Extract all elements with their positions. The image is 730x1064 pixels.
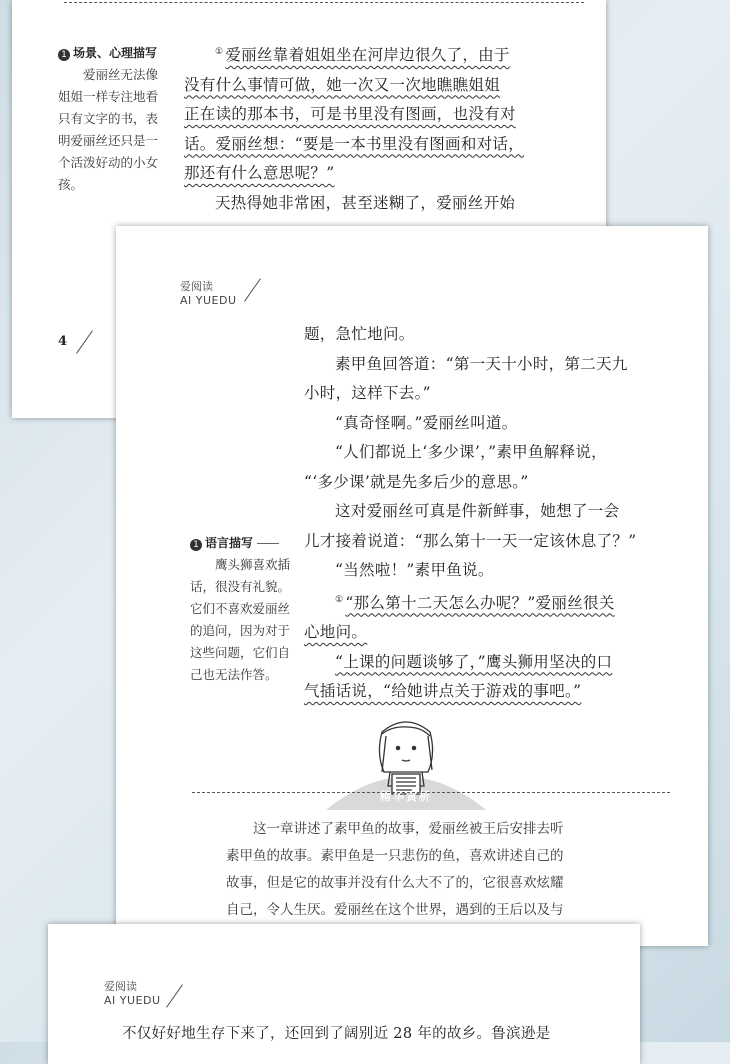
body-line: 素甲鱼回答道：“第一天十小时，第二天九: [335, 354, 628, 373]
summary-line: 故事，但是它的故事并没有什么大不了的，它很喜欢炫耀: [226, 875, 564, 891]
body-line: 没有什么事情可做，她一次又一次地瞧瞧姐姐: [184, 75, 501, 94]
body-line: 题，急忙地问。: [304, 325, 415, 343]
note-title: 场景、心理描写: [73, 46, 158, 60]
body-line: “那么第十二天怎么办呢？”爱丽丝很关: [345, 593, 615, 612]
page-body-text: [122, 1020, 622, 1050]
summary-text: [226, 816, 646, 924]
body-line: 爱丽丝靠着姐姐坐在河岸边很久了，由于: [225, 46, 510, 65]
margin-note: [190, 532, 300, 686]
body-line: 不仅好好地生存下来了，还回到了阔别近 28 年的故乡。鲁滨逊是: [122, 1026, 551, 1042]
brand-english: AI YUEDU: [180, 294, 237, 307]
page-body-text: ① 爱丽丝靠着姐姐坐在河岸边很久了，由于 没有什么事情可做，她一次又一次地瞧瞧姐姐 正在读的那本书，可是书里没有图画，也没有对 话。爱丽丝想：“要是一本书里没有图画和对话， 那还有什么意思呢？” 天热得她非常困，甚至迷糊了，爱丽丝开始: [184, 38, 564, 218]
book-page-front: [48, 924, 640, 1064]
body-line: 气插话说，“给她讲点关于游戏的事吧。”: [304, 682, 582, 701]
margin-note: [58, 42, 168, 196]
banner-label: 精华赏析: [380, 790, 432, 803]
body-line: “当然啦！”素甲鱼说。: [335, 561, 494, 579]
body-line: 那还有什么意思呢？”: [184, 164, 335, 183]
body-line: 心地问。: [304, 623, 368, 642]
page-number-slash: [76, 330, 93, 354]
note-number-badge: 1: [190, 539, 202, 551]
page-number: 4: [58, 334, 68, 349]
brand-slash: [166, 984, 183, 1008]
note-title: 语言描写: [205, 536, 254, 550]
book-page-main: [116, 226, 708, 946]
brand-english: AI YUEDU: [104, 994, 161, 1007]
note-text: 爱丽丝无法像姐姐一样专注地看只有文字的书，表明爱丽丝还只是一个活泼好动的小女孩。: [58, 67, 159, 192]
body-line: 小时，这样下去。”: [304, 384, 431, 402]
brand-chinese: 爱阅读: [180, 280, 213, 293]
brand-chinese: 爱阅读: [104, 980, 137, 993]
summary-line: 这一章讲述了素甲鱼的故事，爱丽丝被王后安排去听: [253, 821, 564, 837]
body-line: 这对爱丽丝可真是件新鲜事，她想了一会: [335, 502, 620, 520]
summary-dotted-rule: [192, 792, 670, 793]
body-line: 儿才接着说道：“那么第十一天一定该休息了？”: [304, 531, 637, 550]
series-brand: [104, 978, 161, 1007]
note-text: 鹰头狮喜欢插话，很没有礼貌。它们不喜欢爱丽丝的追问，因为对于这些问题，它们自己也无法作答。: [190, 557, 291, 682]
top-dotted-rule: [64, 2, 584, 3]
brand-slash: [244, 278, 261, 302]
series-brand: [180, 278, 237, 307]
body-line: 天热得她非常困，甚至迷糊了，爱丽丝开始: [215, 193, 516, 212]
summary-line: 素甲鱼的故事。素甲鱼是一只悲伤的鱼，喜欢讲述自己的: [226, 848, 564, 864]
summary-line: 自己，令人生厌。爱丽丝在这个世界，遇到的王后以及与: [226, 902, 564, 918]
note-number-badge: 1: [58, 49, 70, 61]
body-line: “‘多少课’就是先多后少的意思。”: [304, 472, 529, 491]
body-line: “上课的问题谈够了，”鹰头狮用坚决的口: [335, 652, 613, 671]
body-line: 正在读的那本书，可是书里没有图画，也没有对: [184, 105, 516, 124]
page-body-text: 题，急忙地问。 素甲鱼回答道：“第一天十小时，第二天九 小时，这样下去。” “真奇怪啊。”爱丽丝叫道。 “人们都说上‘多少课’，”素甲鱼解释说， “‘多少课’就是先多后少的意思。” 这对爱丽丝可真是件新鲜事，她想了一会 儿才接着说道：“那么第十一天一定该休息了？” “当然啦！”素甲鱼说。 ① “那么第十二天怎么办呢？”爱丽丝很关 心地问。 “上课的问题谈够了，”鹰头狮用坚决的口 气插话说，“给她讲点关于游戏的事吧。”: [304, 320, 664, 707]
body-line: 话。爱丽丝想：“要是一本书里没有图画和对话，: [184, 134, 525, 153]
body-line: “真奇怪啊。”爱丽丝叫道。: [335, 413, 518, 432]
body-line: “人们都说上‘多少课’，”素甲鱼解释说，: [335, 443, 607, 461]
